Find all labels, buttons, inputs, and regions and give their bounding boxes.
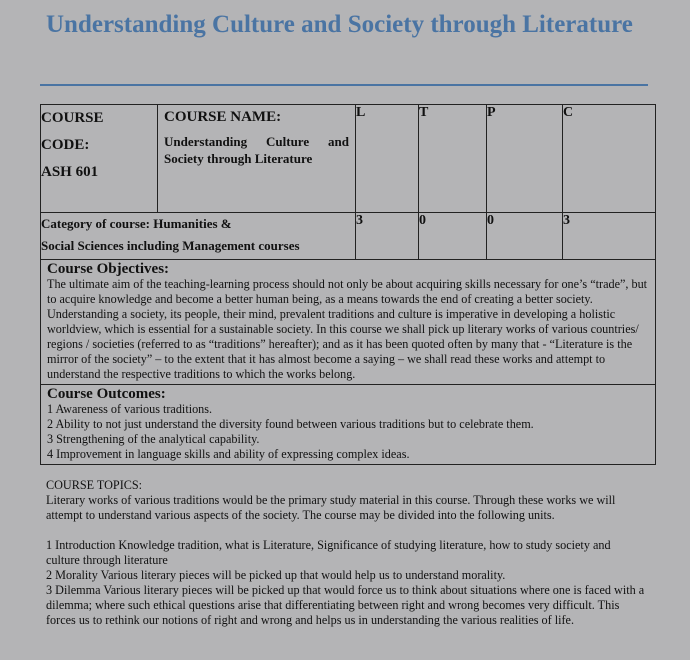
category-line-1: Category of course: Humanities &	[41, 216, 232, 231]
objectives-row	[41, 260, 656, 385]
title-divider	[40, 84, 648, 86]
course-name-value: Understanding Culture and Society through Literature	[164, 134, 349, 166]
topics-heading: COURSE TOPICS:	[46, 478, 143, 492]
category-row	[41, 213, 656, 260]
value-p: 0	[487, 213, 563, 260]
outcomes-cell	[41, 385, 656, 465]
course-name-label: COURSE NAME:	[164, 109, 282, 125]
unit-item: 1 Introduction Knowledge tradition, what is Literature, Significance of studying literature, how to study society and culture through literature	[46, 538, 611, 567]
course-code-label-2: CODE:	[41, 137, 90, 153]
course-table	[40, 104, 656, 465]
value-l: 3	[356, 213, 419, 260]
outcomes-list	[41, 402, 655, 464]
course-code-label-1: COURSE	[41, 110, 104, 126]
category-cell	[41, 213, 356, 260]
outcomes-row	[41, 385, 656, 465]
header-l: L	[356, 105, 419, 213]
objectives-cell	[41, 260, 656, 385]
outcome-item: 1 Awareness of various traditions.	[47, 402, 213, 416]
course-code-value: ASH 601	[41, 164, 99, 180]
outcome-item: 4 Improvement in language skills and ability of expressing complex ideas.	[47, 447, 410, 461]
header-p: P	[487, 105, 563, 213]
topics-intro: Literary works of various traditions would be the primary study material in this course. Through these works we will attempt to understand various aspects of the society. The course may be divided into the following units.	[46, 493, 616, 522]
header-c: C	[563, 105, 656, 213]
category-line-2: Social Sciences including Management courses	[41, 238, 300, 253]
header-t: T	[419, 105, 487, 213]
outcomes-heading: Course Outcomes:	[47, 386, 166, 402]
objectives-heading: Course Objectives:	[47, 261, 170, 277]
course-code-cell	[41, 105, 158, 213]
objectives-text: The ultimate aim of the teaching-learning process should not only be about acquiring skills necessary for one’s “trade”, but to acquire knowledge and become a better human being, as a means towards the end of creating a better society. Understanding a society, its people, their mind, prevalent traditions and culture is imperative in developing a holistic worldview, which is essential for a sustainable society. In this course we shall pick up literary works of various countries/ regions / societies (referred to as “traditions” hereafter); and as it has been quoted often by many that - “Literature is the mirror of the society” – to the extent that it has almost become a saying – we shall read these works and attempt to understand the respective traditions to which the works belong.	[47, 277, 648, 381]
outcome-item: 2 Ability to not just understand the diversity found between various traditions but to celebrate them.	[47, 417, 534, 431]
course-header-row	[41, 105, 656, 213]
course-name-cell	[158, 105, 356, 213]
unit-item: 3 Dilemma Various literary pieces will be picked up that would force us to think about situations where one is faced with a dilemma; where such ethical questions arise that differentiating between right and wrong becomes very difficult. This forces us to rethink our notions of right and wrong and helps us in understanding the various realities of life.	[46, 583, 645, 627]
value-t: 0	[419, 213, 487, 260]
page-title: Understanding Culture and Society through Literature	[46, 11, 633, 38]
outcome-item: 3 Strengthening of the analytical capability.	[47, 432, 260, 446]
value-c: 3	[563, 213, 656, 260]
course-topics	[46, 478, 646, 628]
unit-item: 2 Morality Various literary pieces will be picked up that would help us to understand morality.	[46, 568, 506, 582]
